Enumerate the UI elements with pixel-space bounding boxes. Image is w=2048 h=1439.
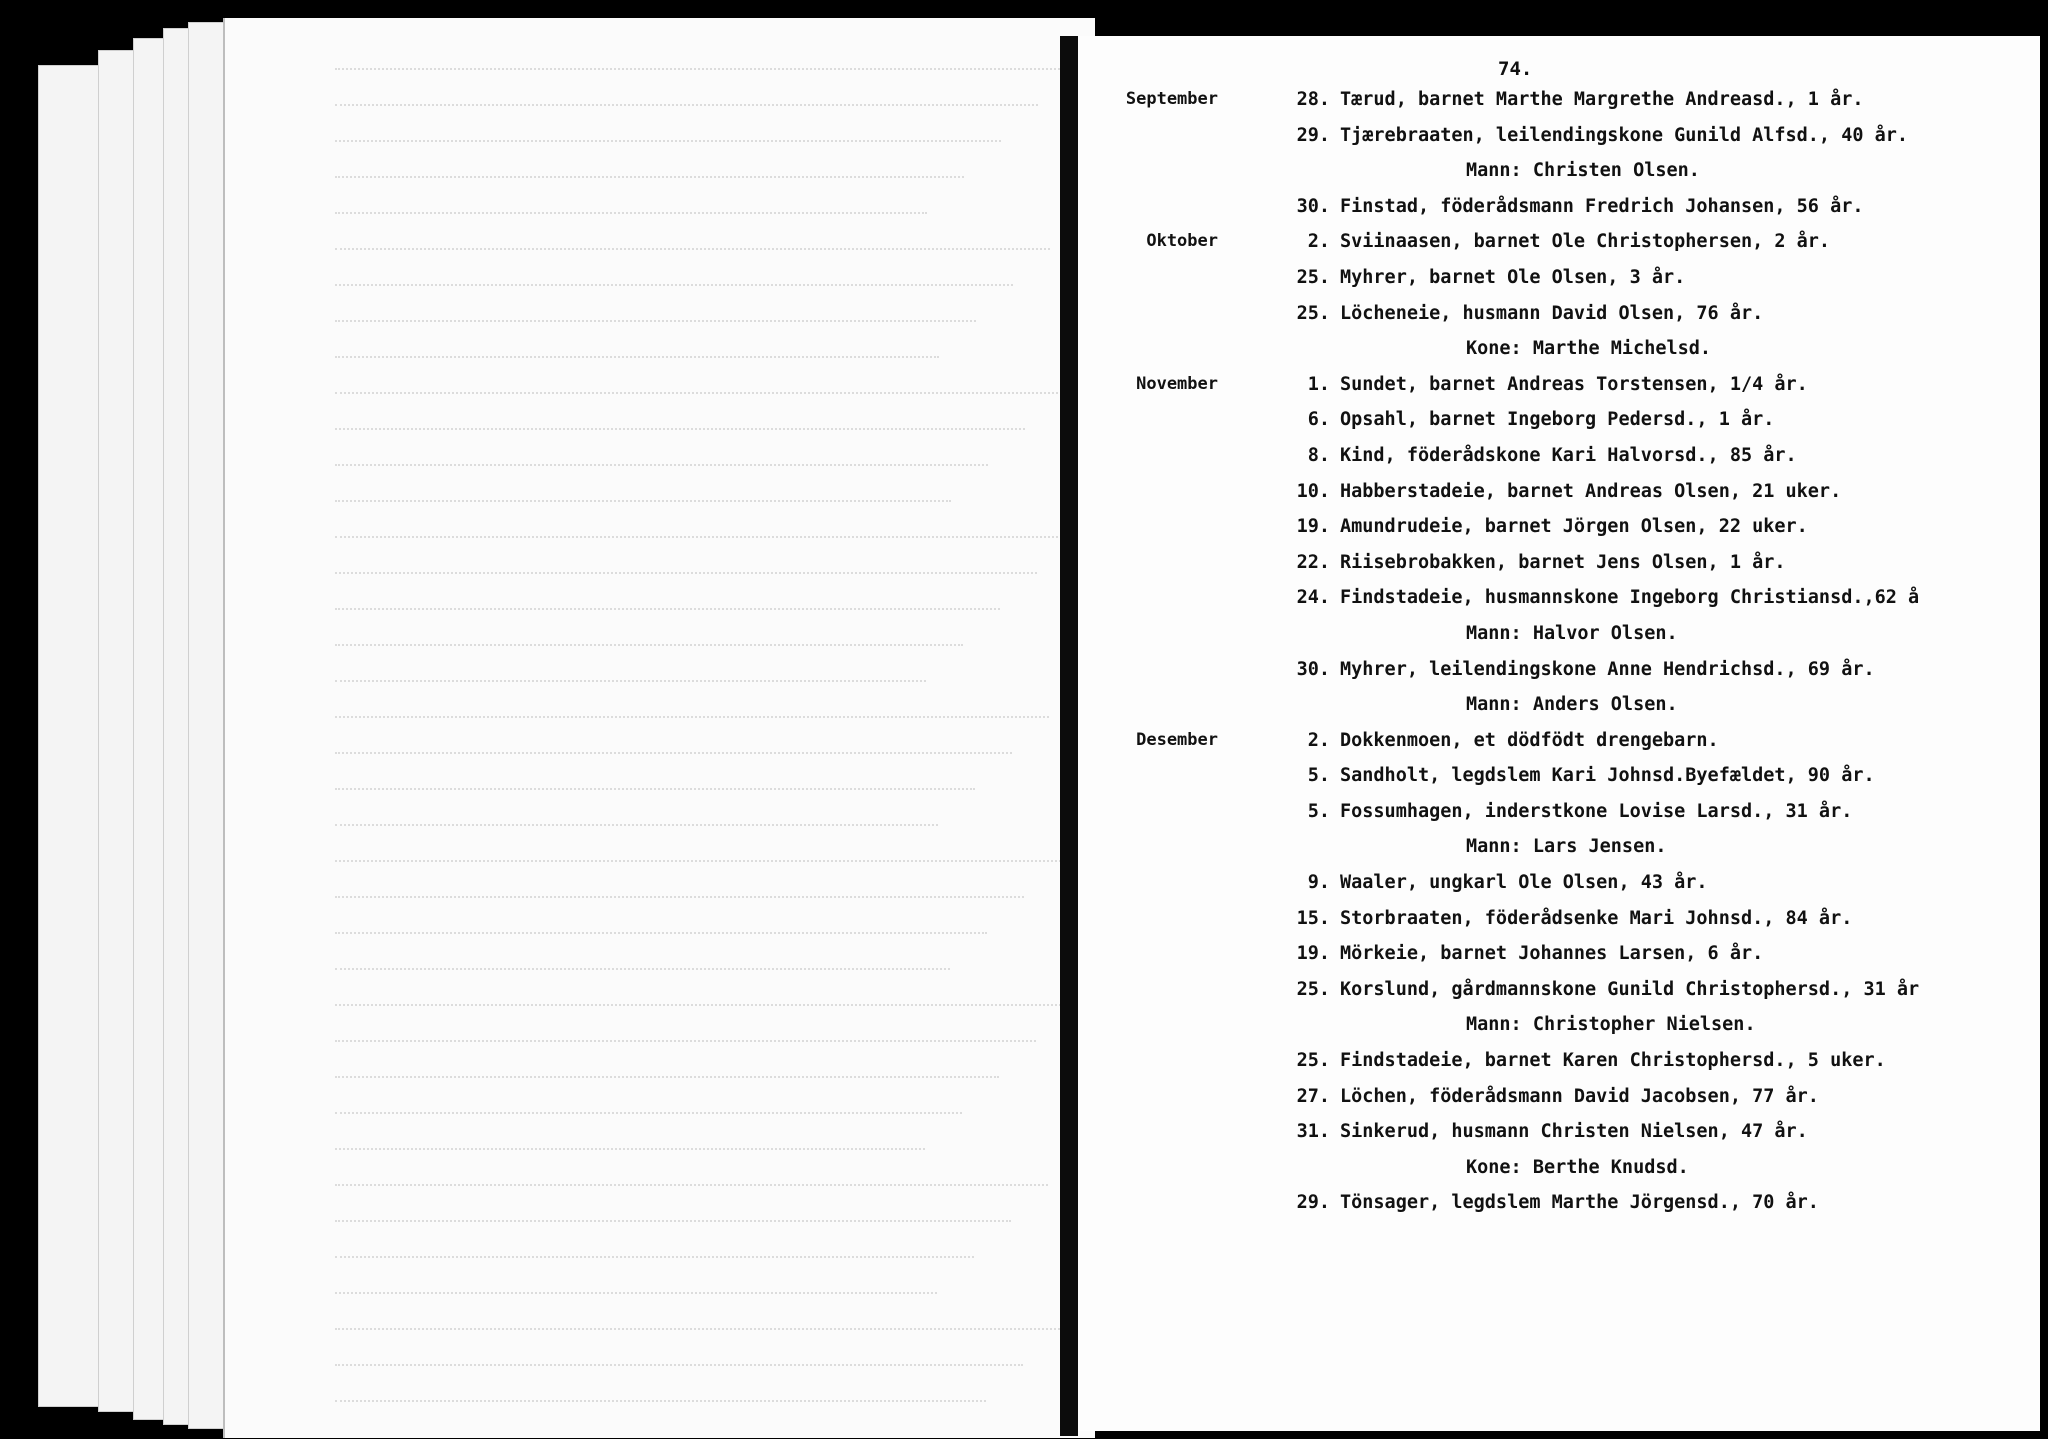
faint-line	[335, 644, 963, 656]
spouse-name: Mann: Halvor Olsen.	[1466, 622, 1678, 644]
entry-text: Findstadeie, husmannskone Ingeborg Christiansd.,62 å	[1340, 587, 1920, 609]
entry-day: 15.	[1296, 907, 1330, 929]
register-entry	[1078, 1079, 2040, 1115]
entry-line	[1296, 1114, 1808, 1150]
entry-day: 5.	[1307, 765, 1330, 787]
register-entry	[1078, 794, 2040, 830]
register-entry	[1078, 1043, 2040, 1079]
entry-line	[1296, 367, 1808, 403]
spouse-row	[1078, 153, 2040, 189]
entry-line	[1296, 1079, 1819, 1115]
entry-day: 1.	[1307, 373, 1330, 395]
faint-line	[335, 464, 988, 476]
register-entry	[1078, 1185, 2040, 1221]
faint-line	[335, 824, 938, 836]
faint-line	[335, 1400, 986, 1412]
spouse-name: Mann: Anders Olsen.	[1466, 694, 1678, 716]
entry-day: 6.	[1307, 409, 1330, 431]
month-label: September	[1125, 89, 1218, 109]
faint-line	[335, 680, 926, 692]
register-entry	[1078, 438, 2040, 474]
entry-line	[1296, 545, 1786, 581]
entry-day: 30.	[1296, 658, 1330, 680]
faint-line	[335, 1220, 1011, 1232]
entry-line	[1296, 260, 1685, 296]
entry-text: Tjærebraaten, leilendingskone Gunild Alfsd., 40 år.	[1340, 124, 1909, 146]
faint-line	[335, 356, 939, 368]
register-entry	[1078, 580, 2040, 616]
faint-line	[335, 1148, 925, 1160]
faint-line	[335, 284, 1013, 296]
register-entry	[1078, 652, 2040, 688]
entry-day: 25.	[1296, 302, 1330, 324]
faint-line	[335, 140, 1001, 152]
faint-line	[335, 1364, 1023, 1376]
entry-line	[1296, 865, 1708, 901]
entry-text: Mörkeie, barnet Johannes Larsen, 6 år.	[1340, 943, 1764, 965]
entry-line	[1296, 936, 1763, 972]
faint-line	[335, 1328, 1060, 1340]
entry-text: Tönsager, legdslem Marthe Jörgensd., 70 år.	[1340, 1192, 1819, 1214]
faint-line	[335, 248, 1050, 260]
entry-day: 5.	[1307, 800, 1330, 822]
bleed-through-text	[225, 18, 1095, 1438]
register-entry	[1078, 118, 2040, 154]
entry-day: 10.	[1296, 480, 1330, 502]
register-entry	[1078, 82, 2040, 118]
faint-line	[335, 212, 927, 224]
entry-day: 25.	[1296, 978, 1330, 1000]
spouse-row	[1078, 829, 2040, 865]
left-page-stack	[38, 10, 1058, 1430]
entry-text: Waaler, ungkarl Ole Olsen, 43 år.	[1340, 872, 1708, 894]
spouse-name: Mann: Christen Olsen.	[1466, 160, 1700, 182]
month-label: Oktober	[1146, 231, 1218, 252]
entry-line	[1296, 402, 1774, 438]
register-entry	[1078, 474, 2040, 510]
entry-line	[1296, 972, 1919, 1008]
entry-text: Löcheneie, husmann David Olsen, 76 år.	[1340, 302, 1764, 324]
entry-day: 19.	[1296, 943, 1330, 965]
faint-line	[335, 932, 987, 944]
spouse-name: Kone: Berthe Knudsd.	[1466, 1156, 1689, 1178]
entry-text: Opsahl, barnet Ingeborg Pedersd., 1 år.	[1340, 409, 1775, 431]
entry-line	[1296, 474, 1841, 510]
faint-line	[335, 1076, 999, 1088]
entry-line	[1296, 509, 1808, 545]
faint-line	[335, 1256, 974, 1268]
register-entry	[1078, 901, 2040, 937]
faint-line	[335, 1112, 962, 1124]
entry-line	[1296, 652, 1875, 688]
entry-text: Sinkerud, husmann Christen Nielsen, 47 år.	[1340, 1121, 1808, 1143]
spouse-row	[1078, 1150, 2040, 1186]
entry-day: 2.	[1307, 231, 1330, 253]
spouse-name: Kone: Marthe Michelsd.	[1466, 338, 1712, 360]
faint-line	[335, 428, 1025, 440]
spouse-row	[1078, 331, 2040, 367]
faint-line	[335, 1004, 1073, 1016]
entry-line	[1296, 224, 1830, 260]
entry-text: Findstadeie, barnet Karen Christophersd., 5 uker.	[1340, 1050, 1886, 1072]
death-register-entries	[1078, 82, 2040, 1221]
entry-day: 19.	[1296, 516, 1330, 538]
right-page	[1078, 36, 2040, 1431]
faint-line	[335, 896, 1024, 908]
entry-line	[1296, 901, 1852, 937]
register-entry	[1078, 402, 2040, 438]
entry-text: Habberstadeie, barnet Andreas Olsen, 21 uker.	[1340, 480, 1842, 502]
page-number: 74.	[1498, 58, 1533, 80]
entry-text: Finstad, föderådsmann Fredrich Johansen, 56 år.	[1340, 195, 1864, 217]
entry-line	[1296, 296, 1763, 332]
entry-line	[1296, 118, 1908, 154]
entry-text: Fossumhagen, inderstkone Lovise Larsd., 31 år.	[1340, 800, 1853, 822]
entry-text: Kind, föderådskone Kari Halvorsd., 85 år.	[1340, 444, 1797, 466]
faint-line	[335, 572, 1037, 584]
month-label: November	[1136, 373, 1218, 394]
entry-day: 24.	[1296, 587, 1330, 609]
register-entry	[1078, 972, 2040, 1008]
faint-line	[335, 1184, 1048, 1196]
entry-text: Myhrer, leilendingskone Anne Hendrichsd., 69 år.	[1340, 658, 1875, 680]
register-entry	[1078, 509, 2040, 545]
entry-day: 2.	[1307, 729, 1330, 751]
faint-line	[335, 176, 964, 188]
entry-day: 9.	[1307, 872, 1330, 894]
entry-day: 27.	[1296, 1085, 1330, 1107]
entry-day: 28.	[1296, 89, 1330, 110]
entry-line	[1296, 82, 1863, 118]
entry-text: Sviinaasen, barnet Ole Christophersen, 2 år.	[1340, 231, 1831, 253]
register-entry	[1078, 723, 2040, 759]
entry-day: 29.	[1296, 124, 1330, 146]
faint-line	[335, 536, 1074, 548]
entry-day: 30.	[1296, 195, 1330, 217]
faint-line	[335, 716, 1049, 728]
spouse-row	[1078, 1007, 2040, 1043]
faint-line	[335, 1040, 1036, 1052]
entry-text: Tærud, barnet Marthe Margrethe Andreasd., 1 år.	[1340, 89, 1864, 110]
entry-text: Amundrudeie, barnet Jörgen Olsen, 22 uker.	[1340, 516, 1808, 538]
month-label: Desember	[1136, 729, 1218, 750]
entry-text: Riisebrobakken, barnet Jens Olsen, 1 år.	[1340, 551, 1786, 573]
book-gutter	[1060, 36, 1078, 1436]
entry-text: Storbraaten, föderådsenke Mari Johnsd., 84 år.	[1340, 907, 1853, 929]
spouse-name: Mann: Christopher Nielsen.	[1466, 1014, 1756, 1036]
entry-text: Myhrer, barnet Ole Olsen, 3 år.	[1340, 266, 1686, 288]
entry-text: Sundet, barnet Andreas Torstensen, 1/4 år.	[1340, 373, 1808, 395]
register-entry	[1078, 296, 2040, 332]
left-page-faint-text	[223, 18, 1095, 1438]
entry-text: Sandholt, legdslem Kari Johnsd.Byefældet, 90 år.	[1340, 765, 1875, 787]
faint-line	[335, 320, 976, 332]
entry-line	[1296, 1185, 1819, 1221]
faint-line	[335, 608, 1000, 620]
entry-line	[1296, 794, 1852, 830]
entry-line	[1296, 438, 1797, 474]
faint-line	[335, 752, 1012, 764]
register-entry	[1078, 758, 2040, 794]
entry-day: 31.	[1296, 1121, 1330, 1143]
entry-line	[1296, 1043, 1886, 1079]
entry-text: Korslund, gårdmannskone Gunild Christophersd., 31 år	[1340, 978, 1920, 1000]
register-entry	[1078, 260, 2040, 296]
entry-day: 8.	[1307, 444, 1330, 466]
faint-line	[335, 104, 1038, 116]
entry-line	[1296, 723, 1719, 759]
register-entry	[1078, 224, 2040, 260]
faint-line	[335, 500, 951, 512]
entry-text: Löchen, föderådsmann David Jacobsen, 77 år.	[1340, 1085, 1819, 1107]
entry-text: Dokkenmoen, et dödfödt drengebarn.	[1340, 729, 1719, 751]
faint-line	[335, 392, 1062, 404]
faint-line	[335, 68, 1075, 80]
entry-day: 29.	[1296, 1192, 1330, 1214]
spouse-name: Mann: Lars Jensen.	[1466, 836, 1667, 858]
entry-line	[1296, 189, 1863, 225]
register-entry	[1078, 936, 2040, 972]
faint-line	[335, 788, 975, 800]
entry-day: 22.	[1296, 551, 1330, 573]
spouse-row	[1078, 616, 2040, 652]
register-entry	[1078, 189, 2040, 225]
register-entry	[1078, 545, 2040, 581]
faint-line	[335, 860, 1061, 872]
register-entry	[1078, 367, 2040, 403]
register-entry	[1078, 1114, 2040, 1150]
faint-line	[335, 1292, 937, 1304]
faint-line	[335, 968, 950, 980]
register-entry	[1078, 865, 2040, 901]
entry-line	[1296, 580, 1919, 616]
entry-line	[1296, 758, 1875, 794]
entry-day: 25.	[1296, 266, 1330, 288]
spouse-row	[1078, 687, 2040, 723]
entry-day: 25.	[1296, 1050, 1330, 1072]
